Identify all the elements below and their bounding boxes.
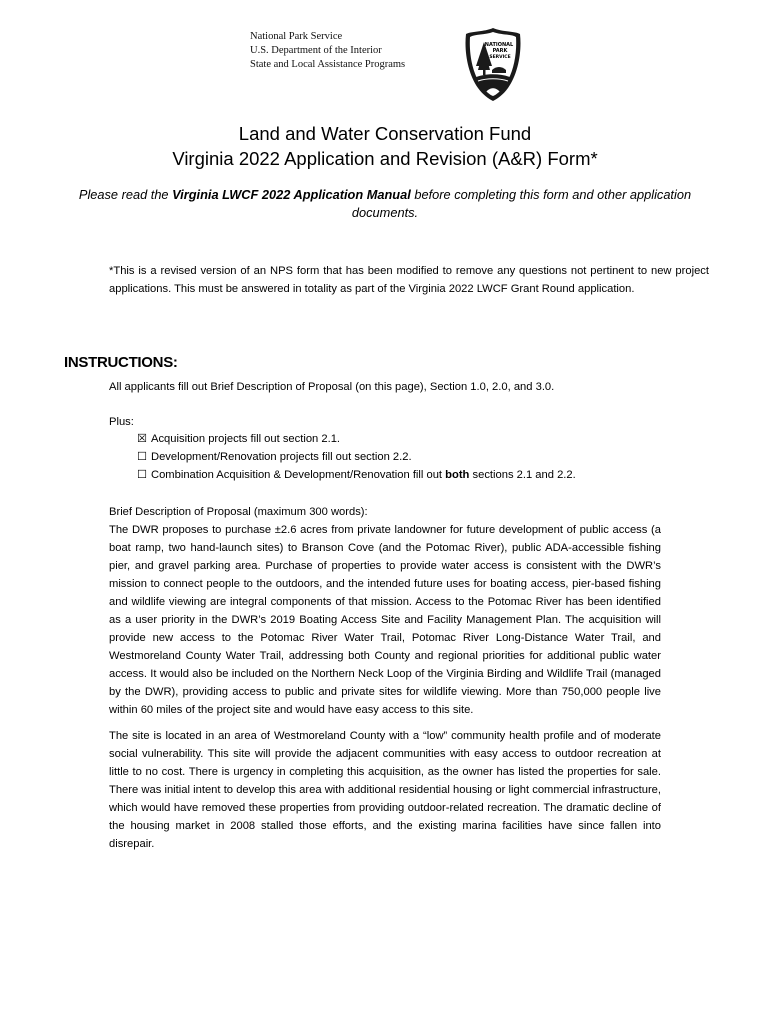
title-line-2: Virginia 2022 Application and Revision (A&R) Form*	[172, 148, 598, 169]
agency-line-2: U.S. Department of the Interior	[250, 45, 382, 56]
description-label: Brief Description of Proposal (maximum 300 words):	[109, 506, 368, 518]
notice-suffix: before completing this form and other application documents.	[351, 187, 692, 220]
description-paragraph-1[interactable]: The DWR proposes to purchase ±2.6 acres from private landowner for future development of public access (a boat ramp, two hand-launch sites) to Branson Cove (and the Potomac River), public ADA-accessible fishing pier, and gravel parking area. Purchase of properties to provide water access is consistent with the DWR’s mission to connect people to the outdoors, and the intended future uses for boating access, pier-based fishing and wildlife viewing are integral components of that mission. Access to the Potomac River has been identified as a user priority in the DWR’s 2019 Boating Access Site and Facility Management Plan. The acquisition will provide new access to the Potomac River Water Trail, Potomac River Long-Distance Water Trail, and Westmoreland County Water Trail, addressing both County and regional priorities for additional public water access. It would also be included on the Northern Neck Loop of the Virginia Birding and Wildlife Trail (managed by the DWR), providing access to public and private sites for wildlife viewing. More than 750,000 people live within 60 miles of the project site and would have easy access to this site.	[109, 524, 661, 716]
instructions-heading: INSTRUCTIONS:	[64, 354, 178, 371]
svg-text:SERVICE: SERVICE	[489, 55, 511, 60]
nps-arrowhead-logo-icon	[462, 26, 524, 102]
project-type-options	[137, 430, 576, 484]
revised-note: *This is a revised version of an NPS form that has been modified to remove any questions not pertinent to new project applications. This must be answered in totality as part of the Virginia 2022 LWCF Grant Round application.	[109, 265, 709, 295]
agency-block	[250, 30, 405, 72]
manual-name: Virginia LWCF 2022 Application Manual	[172, 187, 411, 202]
plus-label: Plus:	[109, 416, 134, 428]
option-development	[137, 448, 576, 466]
agency-line-1: National Park Service	[250, 31, 343, 42]
option-label-suffix: sections 2.1 and 2.2.	[469, 469, 576, 481]
option-label: Acquisition projects fill out section 2.1.	[151, 433, 341, 445]
all-applicants-text: All applicants fill out Brief Description of Proposal (on this page), Section 1.0, 2.0, and 3.0.	[109, 381, 555, 393]
title-line-1: Land and Water Conservation Fund	[238, 123, 532, 144]
svg-text:NATIONAL: NATIONAL	[484, 42, 514, 48]
option-label: Development/Renovation projects fill out section 2.2.	[151, 451, 412, 463]
option-label-bold: both	[445, 469, 470, 481]
notice-prefix: Please read the	[78, 187, 173, 202]
agency-line-3: State and Local Assistance Programs	[250, 59, 406, 70]
description-paragraph-2[interactable]: The site is located in an area of Westmoreland County with a “low” community health profile and of moderate social vulnerability. This site will provide the adjacent communities with easy access to outdoor recreation at little to no cost. There is urgency in completing this acquisition, as the owner has listed the properties for sale. There was initial intent to develop this area with additional residential housing or light commercial infrastructure, which would have removed these properties from providing outdoor-related recreation. The dramatic decline of the housing market in 2008 stalled those efforts, and the existing marina facilities have since fallen into disrepair.	[109, 730, 661, 850]
manual-notice	[70, 186, 700, 222]
svg-text:PARK: PARK	[492, 48, 508, 54]
option-acquisition	[137, 430, 576, 448]
option-combination	[137, 466, 576, 484]
proposal-description	[109, 503, 661, 853]
checkbox-unchecked-icon[interactable]: ☐	[137, 451, 148, 463]
form-title	[0, 121, 770, 171]
option-label-prefix: Combination Acquisition & Development/Renovation fill out	[151, 469, 446, 481]
checkbox-unchecked-icon[interactable]: ☐	[137, 469, 148, 481]
checkbox-checked-icon[interactable]: ☒	[137, 433, 148, 445]
